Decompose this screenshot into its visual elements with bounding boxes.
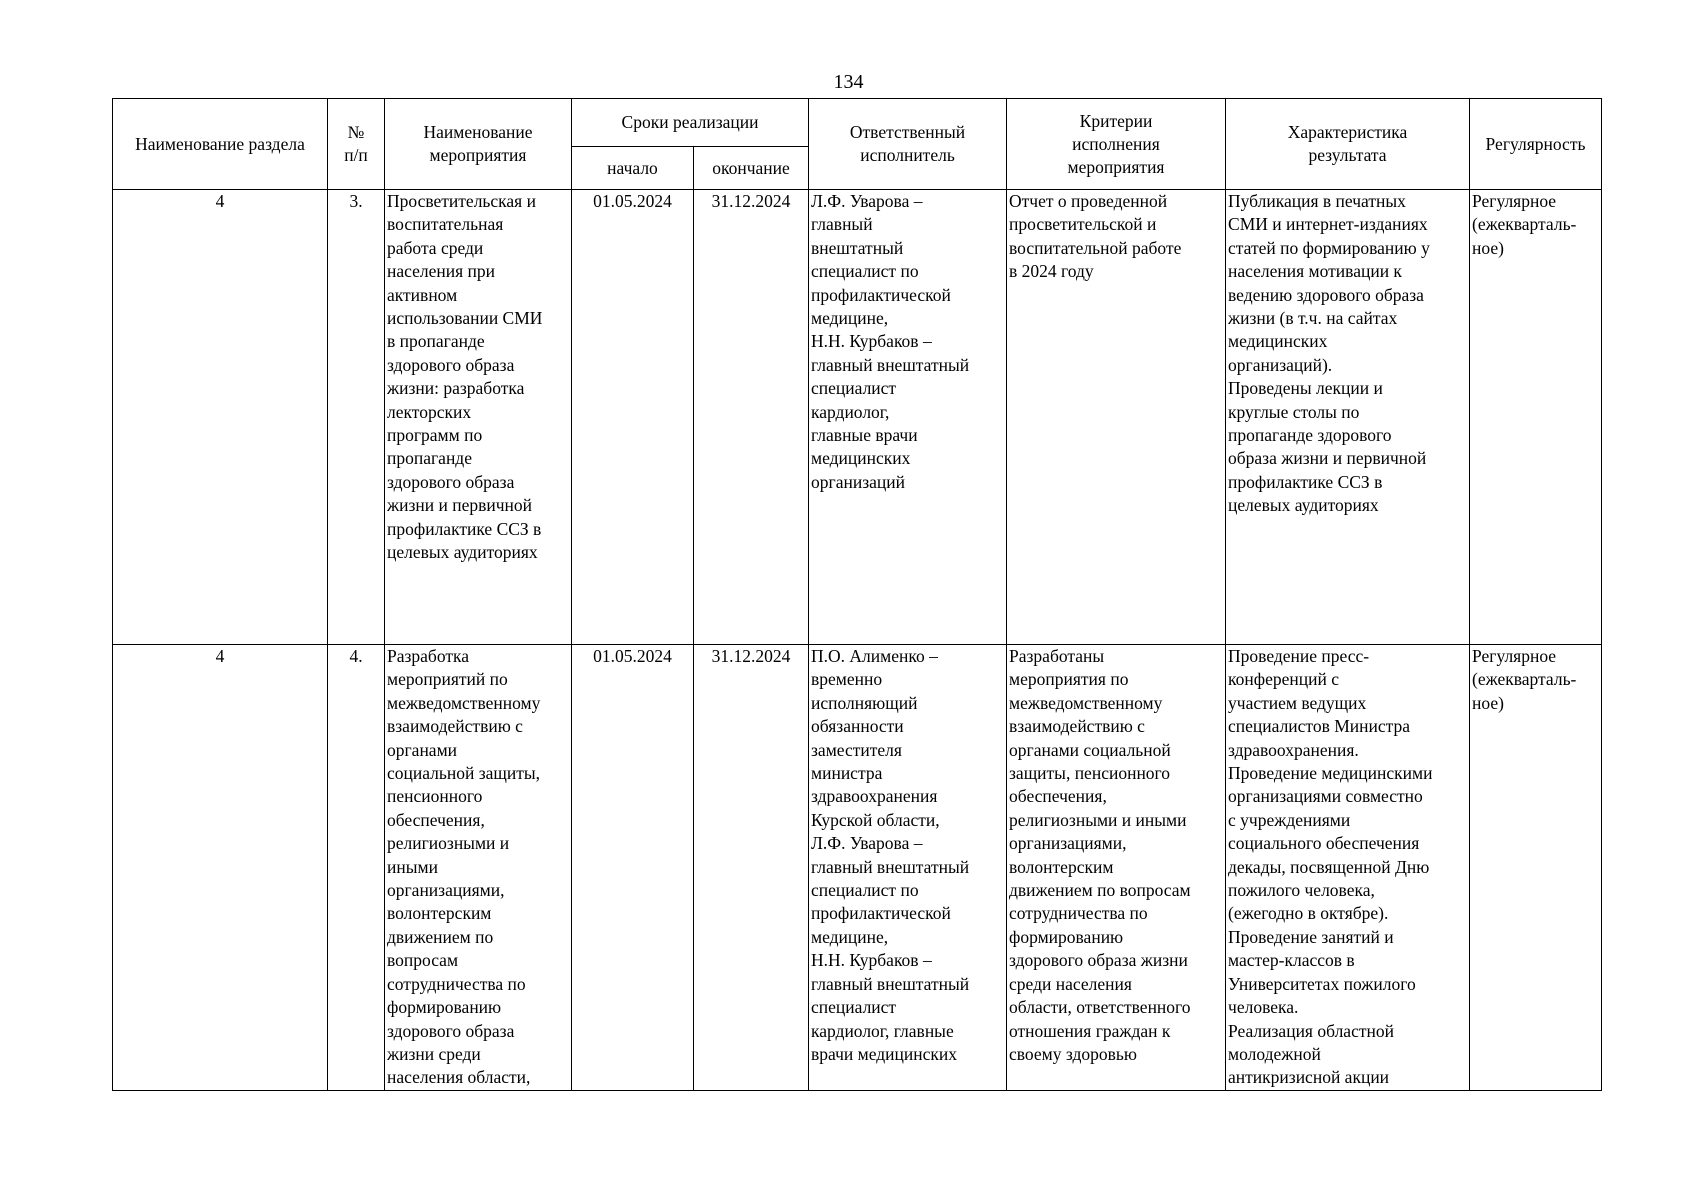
cell-result: Проведение пресс- конференций с участием ведущих специалистов Министра здравоохранения. Проведение медицинскими организациями совместно с учреждениями социального обеспечения декады, посвященной Дню пожилого человека, (ежегодно в октябре). Проведение занятий и мастер-классов в Университетах пожилого человека. Реализация областной молодежной антикризисной акции [1226,645,1470,1091]
cell-event: Просветительская и воспитательная работа среди населения при активном использовании СМИ в пропаганде здорового образа жизни: разработка лекторских программ по пропаганде здорового образа жизни и первичной профилактике ССЗ в целевых аудиториях [385,190,572,645]
cell-criteria: Отчет о проведенной просветительской и воспитательной работе в 2024 году [1007,190,1226,645]
header-criteria: Критерии исполнения мероприятия [1007,99,1226,190]
cell-result: Публикация в печатных СМИ и интернет-изданиях статей по формированию у населения мотивации к ведению здорового образа жизни (в т.ч. на сайтах медицинских организаций). Проведены лекции и круглые столы по пропаганде здорового образа жизни и первичной профилактике ССЗ в целевых аудиториях [1226,190,1470,645]
cell-number: 3. [328,190,385,645]
events-table [112,98,1602,1091]
cell-section: 4 [113,190,328,645]
table-row [113,190,1602,645]
header-end: окончание [694,147,809,190]
cell-criteria: Разработаны мероприятия по межведомственному взаимодействию с органами социальной защиты, пенсионного обеспечения, религиозными и иными организациями, волонтерским движением по вопросам сотрудничества по формированию здорового образа жизни среди населения области, ответственного отношения граждан к своему здоровью [1007,645,1226,1091]
cell-end: 31.12.2024 [694,190,809,645]
header-section: Наименование раздела [113,99,328,190]
cell-responsible: П.О. Алименко – временно исполняющий обязанности заместителя министра здравоохранения Курской области, Л.Ф. Уварова – главный внештатный специалист по профилактической медицине, Н.Н. Курбаков – главный внештатный специалист кардиолог, главные врачи медицинских [809,645,1007,1091]
header-responsible: Ответственный исполнитель [809,99,1007,190]
cell-number: 4. [328,645,385,1091]
cell-start: 01.05.2024 [572,190,694,645]
page-number: 134 [833,71,864,93]
header-result: Характеристика результата [1226,99,1470,190]
header-event: Наименование мероприятия [385,99,572,190]
header-number: № п/п [328,99,385,190]
cell-start: 01.05.2024 [572,645,694,1091]
header-row [113,99,1602,147]
cell-end: 31.12.2024 [694,645,809,1091]
cell-section: 4 [113,645,328,1091]
header-terms: Сроки реализации [572,99,809,147]
table-row [113,645,1602,1091]
header-regularity: Регулярность [1470,99,1602,190]
cell-responsible: Л.Ф. Уварова – главный внештатный специалист по профилактической медицине, Н.Н. Курбаков – главный внештатный специалист кардиолог, главные врачи медицинских организаций [809,190,1007,645]
cell-event: Разработка мероприятий по межведомственному взаимодействию с органами социальной защиты, пенсионного обеспечения, религиозными и иными организациями, волонтерским движением по вопросам сотрудничества по формированию здорового образа жизни среди населения области, [385,645,572,1091]
cell-regularity: Регулярное (ежекварталь- ное) [1470,190,1602,645]
cell-regularity: Регулярное (ежекварталь- ное) [1470,645,1602,1091]
header-start: начало [572,147,694,190]
